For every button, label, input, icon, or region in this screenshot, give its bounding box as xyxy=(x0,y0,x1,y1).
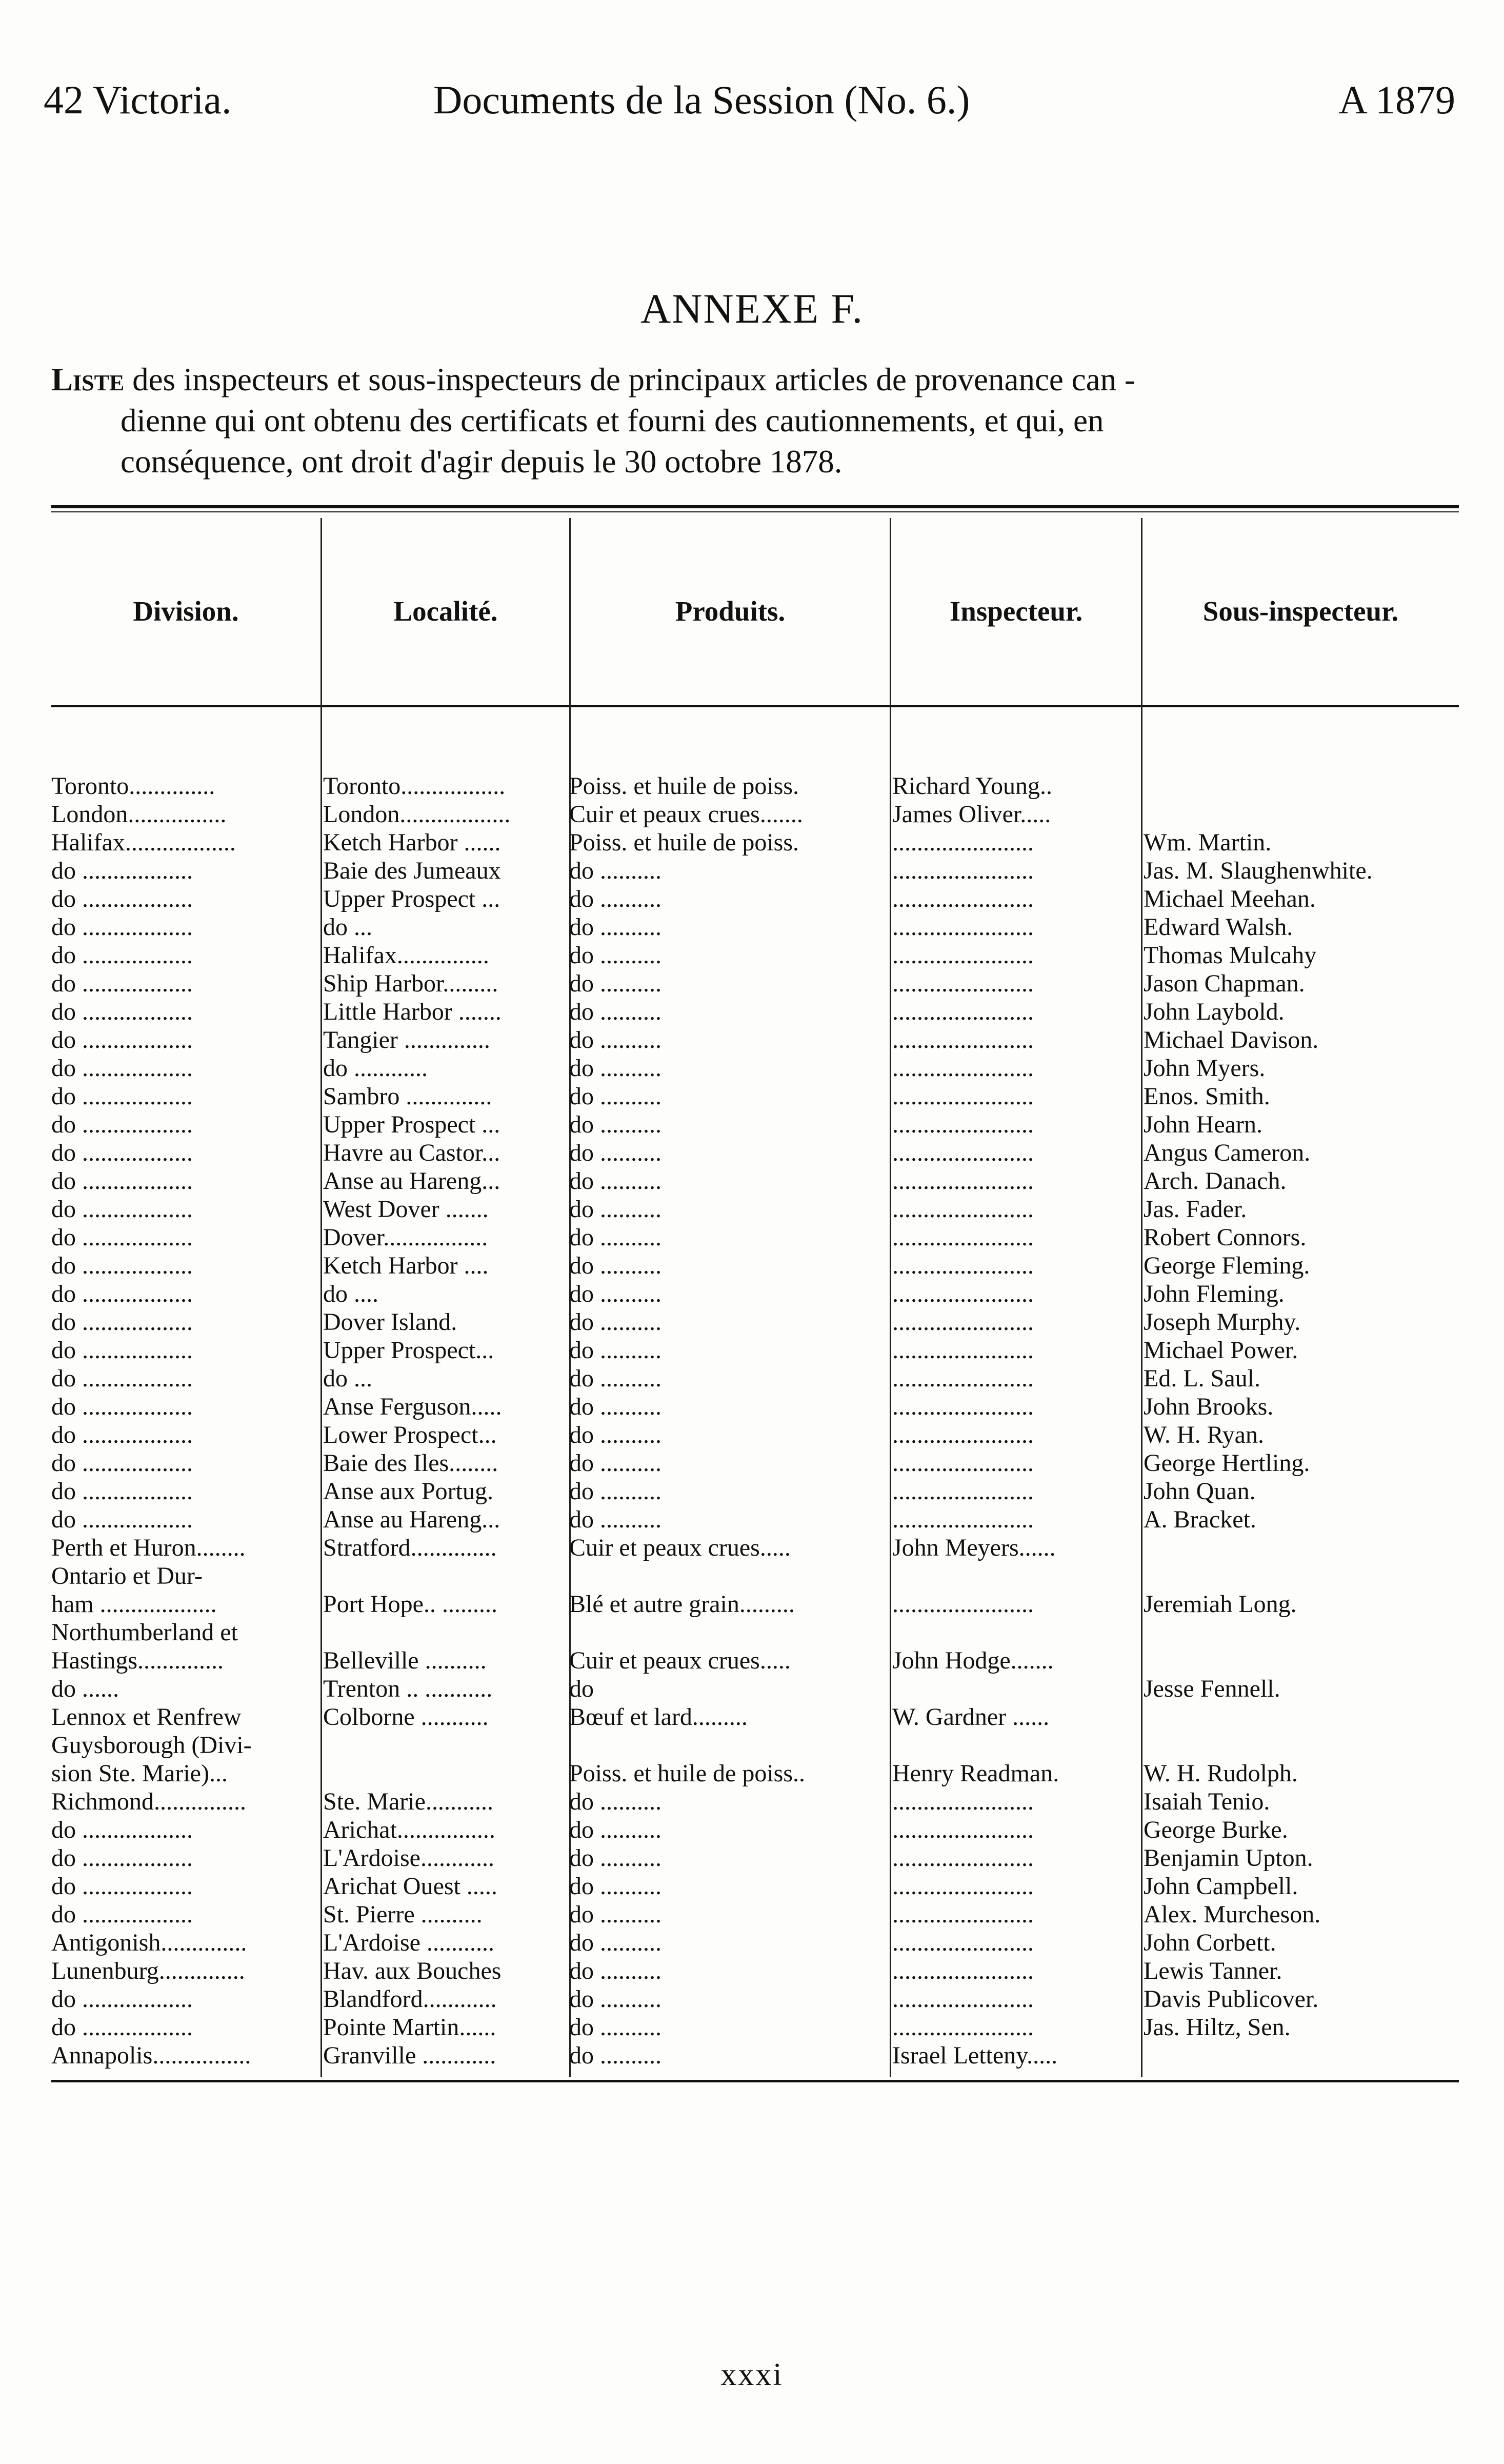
cell-division: do .................. xyxy=(51,1026,193,1054)
table-row xyxy=(51,885,1459,913)
cell-localite: Hav. aux Bouches xyxy=(323,1957,502,1984)
cell-inspecteur: ....................... xyxy=(892,1591,1034,1618)
cell-produits: do .......... xyxy=(569,1167,661,1195)
intro-line-1: des inspecteurs et sous-inspecteurs de principaux articles de provenance can - xyxy=(132,362,1135,398)
cell-localite: Trenton .. ........... xyxy=(323,1675,493,1702)
table-row xyxy=(51,2041,1459,2070)
cell-inspecteur: Israel Letteny..... xyxy=(892,2042,1058,2069)
cell-produits: do .......... xyxy=(569,970,661,997)
table-row xyxy=(51,1026,1459,1054)
cell-division: do .................. xyxy=(51,1985,193,2013)
cell-produits: do .......... xyxy=(569,1506,661,1533)
cell-inspecteur: ....................... xyxy=(892,1026,1034,1054)
annex-title: ANNEXE F. xyxy=(640,285,864,332)
cell-inspecteur: ....................... xyxy=(892,1901,1034,1928)
header-title: Documents de la Session (No. 6.) xyxy=(433,77,970,122)
cell-division: do .................. xyxy=(51,2014,193,2041)
cell-sous-inspecteur: Wm. Martin. xyxy=(1144,829,1272,856)
cell-sous-inspecteur: John Brooks. xyxy=(1144,1393,1274,1420)
cell-produits: do .......... xyxy=(569,1788,661,1815)
cell-localite: Pointe Martin...... xyxy=(323,2014,496,2041)
cell-sous-inspecteur: Robert Connors. xyxy=(1144,1224,1307,1251)
cell-division: Halifax.................. xyxy=(51,829,236,856)
cell-produits: do .......... xyxy=(569,1308,661,1336)
table-row xyxy=(51,1139,1459,1167)
cell-localite: St. Pierre .......... xyxy=(323,1901,483,1928)
cell-inspecteur: ....................... xyxy=(892,1844,1034,1872)
cell-sous-inspecteur: Michael Power. xyxy=(1144,1337,1298,1364)
header-series: A 1879 xyxy=(1338,77,1455,122)
cell-inspecteur: ....................... xyxy=(892,1055,1034,1082)
table-row xyxy=(51,1195,1459,1223)
cell-sous-inspecteur: W. H. Rudolph. xyxy=(1144,1760,1298,1787)
cell-localite: Ste. Marie........... xyxy=(323,1788,493,1815)
table-row xyxy=(51,1675,1459,1703)
cell-sous-inspecteur: John Hearn. xyxy=(1144,1111,1262,1138)
cell-inspecteur: ....................... xyxy=(892,1196,1034,1223)
table-row xyxy=(51,969,1459,998)
running-header xyxy=(44,77,1455,123)
cell-sous-inspecteur: John Myers. xyxy=(1144,1055,1266,1082)
cell-inspecteur: ....................... xyxy=(892,829,1034,856)
cell-sous-inspecteur: Jason Chapman. xyxy=(1144,970,1305,997)
cell-produits: Poiss. et huile de poiss.. xyxy=(569,1760,806,1787)
table-row xyxy=(51,1223,1459,1251)
cell-localite: Toronto................. xyxy=(323,772,506,800)
cell-division: Perth et Huron........ xyxy=(51,1534,246,1561)
table-row xyxy=(51,1562,1459,1590)
cell-division: Annapolis................ xyxy=(51,2042,251,2069)
cell-division: do .................. xyxy=(51,1139,193,1166)
table-row xyxy=(51,1477,1459,1505)
cell-localite: Upper Prospect... xyxy=(323,1337,494,1364)
cell-produits: do .......... xyxy=(569,1478,661,1505)
cell-inspecteur: ....................... xyxy=(892,1506,1034,1533)
table-row xyxy=(51,1816,1459,1844)
table-bottom-rule xyxy=(51,2080,1459,2082)
cell-produits: do .......... xyxy=(569,942,661,969)
cell-localite: Upper Prospect ... xyxy=(323,1111,500,1138)
cell-division: do .................. xyxy=(51,942,193,969)
table-row xyxy=(51,772,1459,800)
cell-produits: do .......... xyxy=(569,2042,661,2069)
table-row xyxy=(51,1872,1459,1900)
cell-sous-inspecteur: Alex. Murcheson. xyxy=(1144,1901,1321,1928)
cell-localite: West Dover ....... xyxy=(323,1196,489,1223)
cell-division: do .................. xyxy=(51,1196,193,1223)
cell-inspecteur: W. Gardner ...... xyxy=(892,1703,1050,1731)
cell-division: Ontario et Dur- xyxy=(51,1562,203,1589)
cell-division: do .................. xyxy=(51,1252,193,1279)
cell-sous-inspecteur: Angus Cameron. xyxy=(1144,1139,1311,1166)
cell-produits: do .......... xyxy=(569,1985,661,2013)
cell-sous-inspecteur: W. H. Ryan. xyxy=(1144,1421,1264,1448)
table-top-rule xyxy=(51,505,1459,508)
cell-inspecteur: ....................... xyxy=(892,1139,1034,1166)
cell-inspecteur: ....................... xyxy=(892,1224,1034,1251)
table-row xyxy=(51,1054,1459,1082)
cell-sous-inspecteur: Michael Meehan. xyxy=(1144,885,1316,912)
table-row xyxy=(51,1251,1459,1280)
cell-division: do .................. xyxy=(51,1224,193,1251)
cell-produits: do .......... xyxy=(569,1901,661,1928)
cell-sous-inspecteur: George Fleming. xyxy=(1144,1252,1310,1279)
column-header-localite: Localité. xyxy=(393,595,498,627)
cell-localite: Upper Prospect ... xyxy=(323,885,500,912)
cell-division: do .................. xyxy=(51,857,193,884)
cell-produits: do .......... xyxy=(569,1957,661,1984)
column-header-produits: Produits. xyxy=(675,595,786,627)
cell-localite: Ship Harbor......... xyxy=(323,970,498,997)
cell-sous-inspecteur: Benjamin Upton. xyxy=(1144,1844,1313,1872)
cell-division: sion Ste. Marie)... xyxy=(51,1760,228,1787)
table-row xyxy=(51,1082,1459,1110)
intro-paragraph xyxy=(51,359,1456,482)
table-row xyxy=(51,1985,1459,2013)
cell-division: do .................. xyxy=(51,1365,193,1392)
cell-division: Toronto.............. xyxy=(51,772,215,800)
cell-localite: Anse au Hareng... xyxy=(323,1506,500,1533)
cell-division: do .................. xyxy=(51,1421,193,1448)
cell-produits: do .......... xyxy=(569,857,661,884)
cell-localite: Lower Prospect... xyxy=(323,1421,497,1448)
cell-inspecteur: ....................... xyxy=(892,857,1034,884)
column-header-inspecteur: Inspecteur. xyxy=(949,595,1083,627)
cell-division: do .................. xyxy=(51,970,193,997)
cell-division: ham ................... xyxy=(51,1591,217,1618)
cell-localite: Arichat Ouest ..... xyxy=(323,1873,497,1900)
cell-localite: do ... xyxy=(323,913,372,941)
cell-produits: do .......... xyxy=(569,1449,661,1477)
cell-inspecteur: ....................... xyxy=(892,1421,1034,1448)
cell-inspecteur: Richard Young.. xyxy=(892,772,1053,800)
table-top-rule-thin xyxy=(51,511,1459,512)
cell-produits: do .......... xyxy=(569,1252,661,1279)
cell-localite: Port Hope.. ......... xyxy=(323,1591,497,1618)
cell-localite: Dover................. xyxy=(323,1224,488,1251)
cell-division: do .................. xyxy=(51,1478,193,1505)
cell-inspecteur: ....................... xyxy=(892,1337,1034,1364)
cell-sous-inspecteur: Davis Publicover. xyxy=(1144,1985,1319,2013)
table-row xyxy=(51,1759,1459,1787)
cell-localite: Ketch Harbor ...... xyxy=(323,829,501,856)
table-row xyxy=(51,941,1459,969)
cell-division: Lunenburg.............. xyxy=(51,1957,245,1984)
table-row xyxy=(51,1421,1459,1449)
cell-localite: do ... xyxy=(323,1365,372,1392)
table-row xyxy=(51,1787,1459,1816)
cell-produits: do .......... xyxy=(569,913,661,941)
cell-produits: do .......... xyxy=(569,1816,661,1843)
cell-inspecteur: ....................... xyxy=(892,1083,1034,1110)
cell-localite: Sambro .............. xyxy=(323,1083,492,1110)
table-row xyxy=(51,1618,1459,1646)
cell-inspecteur: ....................... xyxy=(892,1788,1034,1815)
cell-sous-inspecteur: Thomas Mulcahy xyxy=(1144,942,1317,969)
cell-division: Lennox et Renfrew xyxy=(51,1703,242,1731)
cell-produits: Cuir et peaux crues..... xyxy=(569,1647,791,1674)
column-header-sous-inspecteur: Sous-inspecteur. xyxy=(1202,595,1399,627)
cell-division: do .................. xyxy=(51,1873,193,1900)
header-bottom-rule xyxy=(51,705,1459,707)
table-row xyxy=(51,1364,1459,1393)
table-row xyxy=(51,1167,1459,1195)
cell-localite: Anse aux Portug. xyxy=(323,1478,493,1505)
cell-inspecteur: ....................... xyxy=(892,1873,1034,1900)
table-row xyxy=(51,2013,1459,2041)
cell-localite: do ............ xyxy=(323,1055,428,1082)
cell-sous-inspecteur: George Hertling. xyxy=(1144,1449,1310,1477)
cell-inspecteur: ....................... xyxy=(892,1167,1034,1195)
cell-division: do .................. xyxy=(51,1901,193,1928)
table-row xyxy=(51,1449,1459,1477)
cell-division: London................ xyxy=(51,801,227,828)
table-row xyxy=(51,1110,1459,1139)
cell-sous-inspecteur: John Laybold. xyxy=(1144,998,1285,1025)
cell-inspecteur: John Meyers...... xyxy=(892,1534,1056,1561)
cell-localite: L'Ardoise ........... xyxy=(323,1929,494,1956)
cell-localite: Ketch Harbor .... xyxy=(323,1252,489,1279)
cell-localite: Halifax............... xyxy=(323,942,489,969)
cell-localite: London.................. xyxy=(323,801,511,828)
cell-division: Northumberland et xyxy=(51,1619,238,1646)
cell-produits: do .......... xyxy=(569,1421,661,1448)
cell-inspecteur: ....................... xyxy=(892,1985,1034,2013)
cell-sous-inspecteur: Ed. L. Saul. xyxy=(1144,1365,1260,1392)
cell-localite: Stratford.............. xyxy=(323,1534,497,1561)
cell-inspecteur: ....................... xyxy=(892,970,1034,997)
cell-produits: do .......... xyxy=(569,1929,661,1956)
table-row xyxy=(51,1646,1459,1675)
cell-sous-inspecteur: Edward Walsh. xyxy=(1144,913,1293,941)
cell-produits: do .......... xyxy=(569,1280,661,1307)
table-row xyxy=(51,1393,1459,1421)
cell-division: do .................. xyxy=(51,1844,193,1872)
intro-line-3: conséquence, ont droit d'agir depuis le 30 octobre 1878. xyxy=(121,444,843,480)
cell-produits: do .......... xyxy=(569,1196,661,1223)
table-row xyxy=(51,1929,1459,1957)
cell-division: do .................. xyxy=(51,1449,193,1477)
cell-produits: Blé et autre grain......... xyxy=(569,1591,795,1618)
page-number: xxxi xyxy=(720,2357,784,2392)
cell-produits: do .......... xyxy=(569,1337,661,1364)
cell-inspecteur: ....................... xyxy=(892,1478,1034,1505)
cell-division: Antigonish.............. xyxy=(51,1929,247,1956)
table-row xyxy=(51,1336,1459,1364)
cell-localite: Granville ............ xyxy=(323,2042,496,2069)
cell-sous-inspecteur: Arch. Danach. xyxy=(1144,1167,1287,1195)
cell-produits: do .......... xyxy=(569,1393,661,1420)
table-body xyxy=(51,772,1459,2070)
cell-inspecteur: ....................... xyxy=(892,1393,1034,1420)
table-row xyxy=(51,828,1459,857)
cell-sous-inspecteur: A. Bracket. xyxy=(1144,1506,1256,1533)
cell-produits: Poiss. et huile de poiss. xyxy=(569,829,799,856)
table-row xyxy=(51,857,1459,885)
cell-produits: do .......... xyxy=(569,1873,661,1900)
cell-division: do .................. xyxy=(51,1083,193,1110)
cell-inspecteur: ....................... xyxy=(892,1449,1034,1477)
header-volume: 42 Victoria. xyxy=(44,77,232,122)
cell-division: Guysborough (Divi- xyxy=(51,1732,252,1759)
column-header-division: Division. xyxy=(133,595,239,627)
cell-localite: Baie des Jumeaux xyxy=(323,857,501,884)
cell-division: do .................. xyxy=(51,1111,193,1138)
cell-inspecteur: ....................... xyxy=(892,1111,1034,1138)
cell-sous-inspecteur: Enos. Smith. xyxy=(1144,1083,1270,1110)
cell-division: do .................. xyxy=(51,1393,193,1420)
table-row xyxy=(51,800,1459,828)
cell-sous-inspecteur: Jas. Hiltz, Sen. xyxy=(1144,2014,1291,2041)
cell-localite: L'Ardoise............ xyxy=(323,1844,494,1872)
cell-sous-inspecteur: Lewis Tanner. xyxy=(1144,1957,1282,1984)
table-row xyxy=(51,1590,1459,1618)
table-row xyxy=(51,1703,1459,1731)
cell-localite: Dover Island. xyxy=(323,1308,457,1336)
cell-sous-inspecteur: John Quan. xyxy=(1144,1478,1256,1505)
cell-inspecteur: ....................... xyxy=(892,998,1034,1025)
cell-division: Hastings.............. xyxy=(51,1647,224,1674)
cell-localite: Blandford............ xyxy=(323,1985,497,2013)
cell-division: do .................. xyxy=(51,885,193,912)
cell-produits: Poiss. et huile de poiss. xyxy=(569,772,799,800)
cell-produits: do .......... xyxy=(569,1224,661,1251)
cell-sous-inspecteur: Isaiah Tenio. xyxy=(1144,1788,1270,1815)
table-row xyxy=(51,1280,1459,1308)
cell-localite: Belleville .......... xyxy=(323,1647,487,1674)
cell-sous-inspecteur: Jas. M. Slaughenwhite. xyxy=(1144,857,1373,884)
cell-inspecteur: ....................... xyxy=(892,913,1034,941)
cell-localite: Havre au Castor... xyxy=(323,1139,500,1166)
cell-division: do .................. xyxy=(51,1337,193,1364)
cell-sous-inspecteur: John Corbett. xyxy=(1144,1929,1276,1956)
cell-inspecteur: ....................... xyxy=(892,1929,1034,1956)
cell-produits: do .......... xyxy=(569,1844,661,1872)
cell-inspecteur: ....................... xyxy=(892,885,1034,912)
table-row xyxy=(51,1900,1459,1929)
cell-division: do .................. xyxy=(51,1055,193,1082)
cell-sous-inspecteur: Jesse Fennell. xyxy=(1144,1675,1280,1702)
cell-division: Richmond............... xyxy=(51,1788,246,1815)
cell-division: do .................. xyxy=(51,1506,193,1533)
cell-inspecteur: ....................... xyxy=(892,1365,1034,1392)
cell-localite: Little Harbor ....... xyxy=(323,998,502,1025)
cell-inspecteur: ....................... xyxy=(892,1252,1034,1279)
cell-localite: Baie des Iles........ xyxy=(323,1449,498,1477)
cell-localite: Anse au Hareng... xyxy=(323,1167,500,1195)
cell-division: do .................. xyxy=(51,1167,193,1195)
cell-localite: Anse Ferguson..... xyxy=(323,1393,502,1420)
cell-produits: do .......... xyxy=(569,1083,661,1110)
intro-lead-word: Liste xyxy=(51,362,125,398)
cell-inspecteur: ....................... xyxy=(892,942,1034,969)
table-row xyxy=(51,1844,1459,1872)
intro-line-2: dienne qui ont obtenu des certificats et fourni des cautionnements, et qui, en xyxy=(121,403,1104,439)
cell-division: do .................. xyxy=(51,998,193,1025)
cell-localite: do .... xyxy=(323,1280,378,1307)
cell-inspecteur: ....................... xyxy=(892,1308,1034,1336)
cell-division: do .................. xyxy=(51,1308,193,1336)
table-row xyxy=(51,1308,1459,1336)
cell-produits: Bœuf et lard......... xyxy=(569,1703,748,1731)
cell-produits: Cuir et peaux crues..... xyxy=(569,1534,791,1561)
cell-produits: do .......... xyxy=(569,1026,661,1054)
table-row xyxy=(51,998,1459,1026)
table-row xyxy=(51,1731,1459,1759)
cell-inspecteur: ....................... xyxy=(892,2014,1034,2041)
cell-localite: Tangier .............. xyxy=(323,1026,490,1054)
cell-division: do ...... xyxy=(51,1675,119,1702)
cell-localite: Colborne ........... xyxy=(323,1703,489,1731)
cell-division: do .................. xyxy=(51,1280,193,1307)
cell-produits: do .......... xyxy=(569,1139,661,1166)
cell-produits: Cuir et peaux crues....... xyxy=(569,801,803,828)
cell-inspecteur: ....................... xyxy=(892,1280,1034,1307)
cell-sous-inspecteur: Jeremiah Long. xyxy=(1144,1591,1297,1618)
table-row xyxy=(51,1505,1459,1534)
cell-sous-inspecteur: Michael Davison. xyxy=(1144,1026,1319,1054)
cell-produits: do .......... xyxy=(569,1365,661,1392)
cell-inspecteur: John Hodge....... xyxy=(892,1647,1054,1674)
cell-produits: do .......... xyxy=(569,2014,661,2041)
cell-sous-inspecteur: George Burke. xyxy=(1144,1816,1288,1843)
cell-inspecteur: James Oliver..... xyxy=(892,801,1051,828)
cell-localite: Arichat................ xyxy=(323,1816,495,1843)
cell-produits: do .......... xyxy=(569,1111,661,1138)
cell-sous-inspecteur: Joseph Murphy. xyxy=(1144,1308,1301,1336)
cell-division: do .................. xyxy=(51,1816,193,1843)
cell-sous-inspecteur: John Fleming. xyxy=(1144,1280,1285,1307)
cell-produits: do .......... xyxy=(569,885,661,912)
table-row xyxy=(51,1957,1459,1985)
cell-sous-inspecteur: Jas. Fader. xyxy=(1144,1196,1247,1223)
cell-produits: do xyxy=(569,1675,594,1702)
cell-inspecteur: Henry Readman. xyxy=(892,1760,1059,1787)
table-row xyxy=(51,913,1459,941)
cell-produits: do .......... xyxy=(569,1055,661,1082)
cell-inspecteur: ....................... xyxy=(892,1957,1034,1984)
cell-inspecteur: ....................... xyxy=(892,1816,1034,1843)
cell-sous-inspecteur: John Campbell. xyxy=(1144,1873,1298,1900)
table-row xyxy=(51,1534,1459,1562)
cell-division: do .................. xyxy=(51,913,193,941)
cell-produits: do .......... xyxy=(569,998,661,1025)
